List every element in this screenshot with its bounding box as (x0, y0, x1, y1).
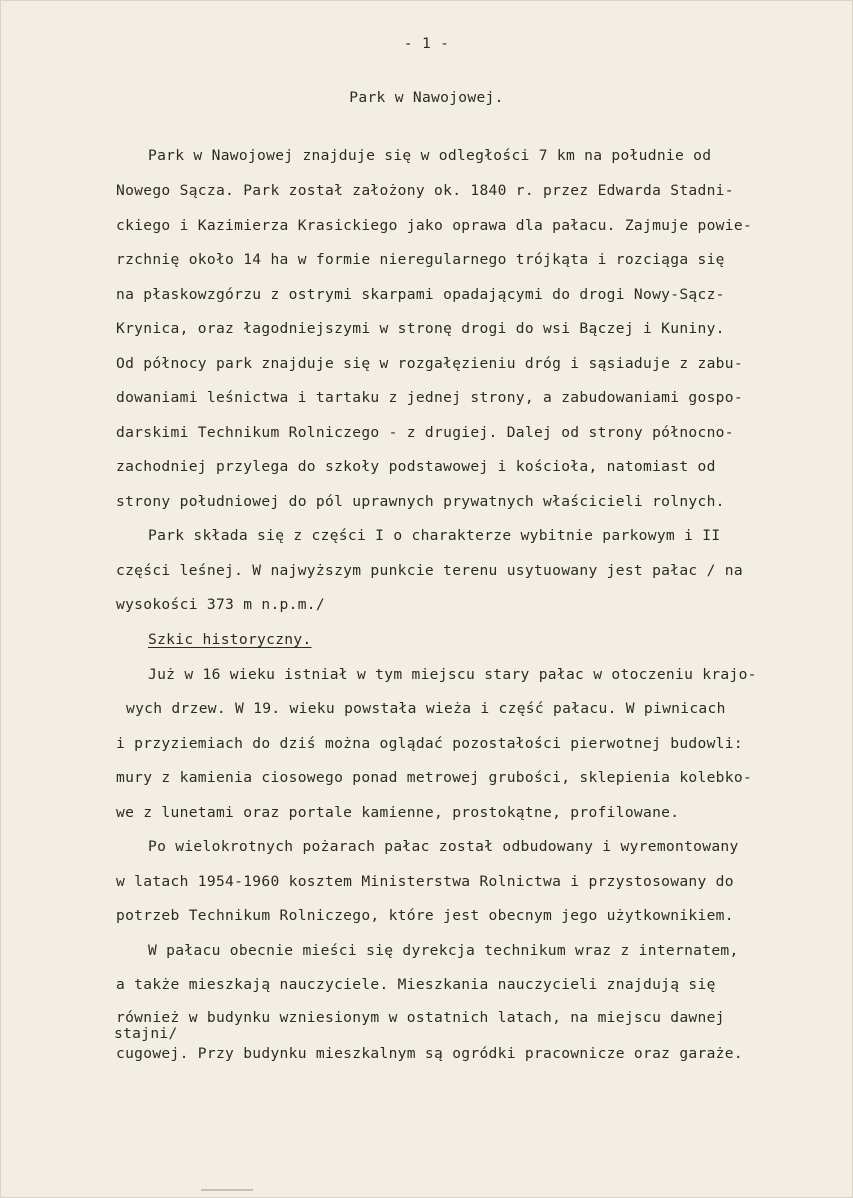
text-line: również w budynku wzniesionym w ostatnich latach, na miejscu dawnej (116, 1009, 725, 1026)
text-line: cugowej. Przy budynku mieszkalnym są ogródki pracownicze oraz garaże. (116, 1045, 743, 1062)
text-line: dowaniami leśnictwa i tartaku z jednej strony, a zabudowaniami gospo- (116, 389, 743, 406)
text-line: wych drzew. W 19. wieku powstała wieża i część pałacu. W piwnicach (126, 700, 726, 717)
text-line: Nowego Sącza. Park został założony ok. 1840 r. przez Edwarda Stadni- (116, 182, 734, 199)
text-line: w latach 1954-1960 kosztem Ministerstwa Rolnictwa i przystosowany do (116, 873, 734, 890)
paper-mark (201, 1189, 253, 1191)
text-line: rzchnię około 14 ha w formie nieregularnego trójkąta i rozciąga się (116, 251, 725, 268)
text-line: mury z kamienia ciosowego ponad metrowej grubości, sklepienia kolebko- (116, 769, 753, 786)
text-line: Po wielokrotnych pożarach pałac został odbudowany i wyremontowany (148, 838, 739, 855)
page-title: Park w Nawojowej. (349, 89, 504, 106)
text-line: na płaskowzgórzu z ostrymi skarpami opadającymi do drogi Nowy-Sącz- (116, 286, 725, 303)
page-number: - 1 - (403, 35, 450, 52)
text-line: potrzeb Technikum Rolniczego, które jest obecnym jego użytkownikiem. (116, 907, 734, 924)
text-line: a także mieszkają nauczyciele. Mieszkania nauczycieli znajdują się (116, 976, 716, 993)
text-line: części leśnej. W najwyższym punkcie terenu usytuowany jest pałac / na (116, 562, 743, 579)
text-line: darskimi Technikum Rolniczego - z drugiej. Dalej od strony północno- (116, 424, 734, 441)
text-line: ckiego i Kazimierza Krasickiego jako oprawa dla pałacu. Zajmuje powie- (116, 217, 753, 234)
text-line: Już w 16 wieku istniał w tym miejscu stary pałac w otoczeniu krajo- (148, 666, 757, 683)
text-line: Park składa się z części I o charakterze wybitnie parkowym i II (148, 527, 721, 544)
text-line: stajni/ (114, 1025, 178, 1042)
text-line: Park w Nawojowej znajduje się w odległości 7 km na południe od (148, 147, 712, 164)
text-line: i przyziemiach do dziś można oglądać pozostałości pierwotnej budowli: (116, 735, 743, 752)
text-line: zachodniej przylega do szkoły podstawowej i kościoła, natomiast od (116, 458, 716, 475)
text-line: Od północy park znajduje się w rozgałęzieniu dróg i sąsiaduje z zabu- (116, 355, 743, 372)
section-heading: Szkic historyczny. (148, 631, 312, 648)
text-line: Krynica, oraz łagodniejszymi w stronę drogi do wsi Bączej i Kuniny. (116, 320, 725, 337)
text-line: we z lunetami oraz portale kamienne, prostokątne, profilowane. (116, 804, 680, 821)
text-line: strony południowej do pól uprawnych prywatnych właścicieli rolnych. (116, 493, 725, 510)
text-line: W pałacu obecnie mieści się dyrekcja technikum wraz z internatem, (148, 942, 739, 959)
text-line: wysokości 373 m n.p.m./ (116, 596, 325, 613)
